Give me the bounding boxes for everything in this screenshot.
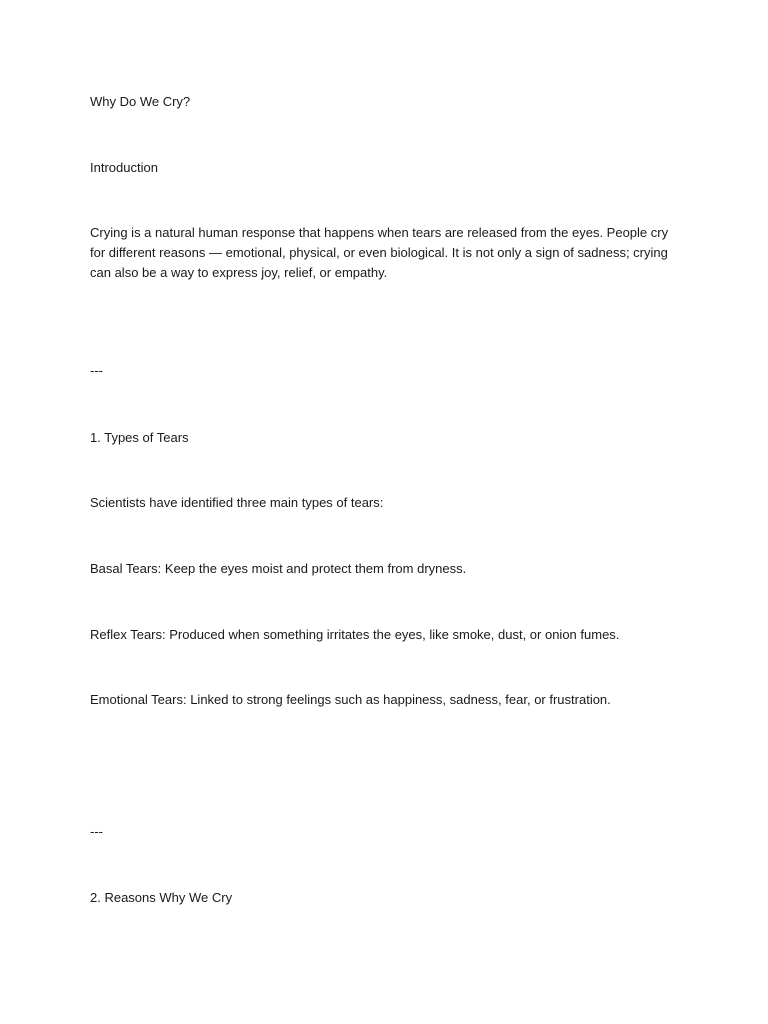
tear-type-reflex: Reflex Tears: Produced when something irritates the eyes, like smoke, dust, or onion fumes. (90, 627, 620, 642)
tear-type-emotional: Emotional Tears: Linked to strong feelings such as happiness, sadness, fear, or frustration. (90, 692, 611, 707)
separator: --- (90, 824, 103, 839)
intro-paragraph: Crying is a natural human response that happens when tears are released from the eyes. People cry for different reasons — emotional, physical, or even biological. It is not only a sign of sadness; crying can also be a way to express joy, relief, or empathy. (90, 225, 669, 280)
separator: --- (90, 363, 103, 378)
intro-heading: Introduction (90, 160, 158, 175)
section-heading-reasons: 2. Reasons Why We Cry (90, 890, 233, 905)
section-heading-types-of-tears: 1. Types of Tears (90, 430, 189, 445)
document-title: Why Do We Cry? (90, 94, 191, 109)
tear-type-basal: Basal Tears: Keep the eyes moist and protect them from dryness. (90, 561, 467, 576)
section-lead-paragraph: Scientists have identified three main types of tears: (90, 495, 384, 510)
